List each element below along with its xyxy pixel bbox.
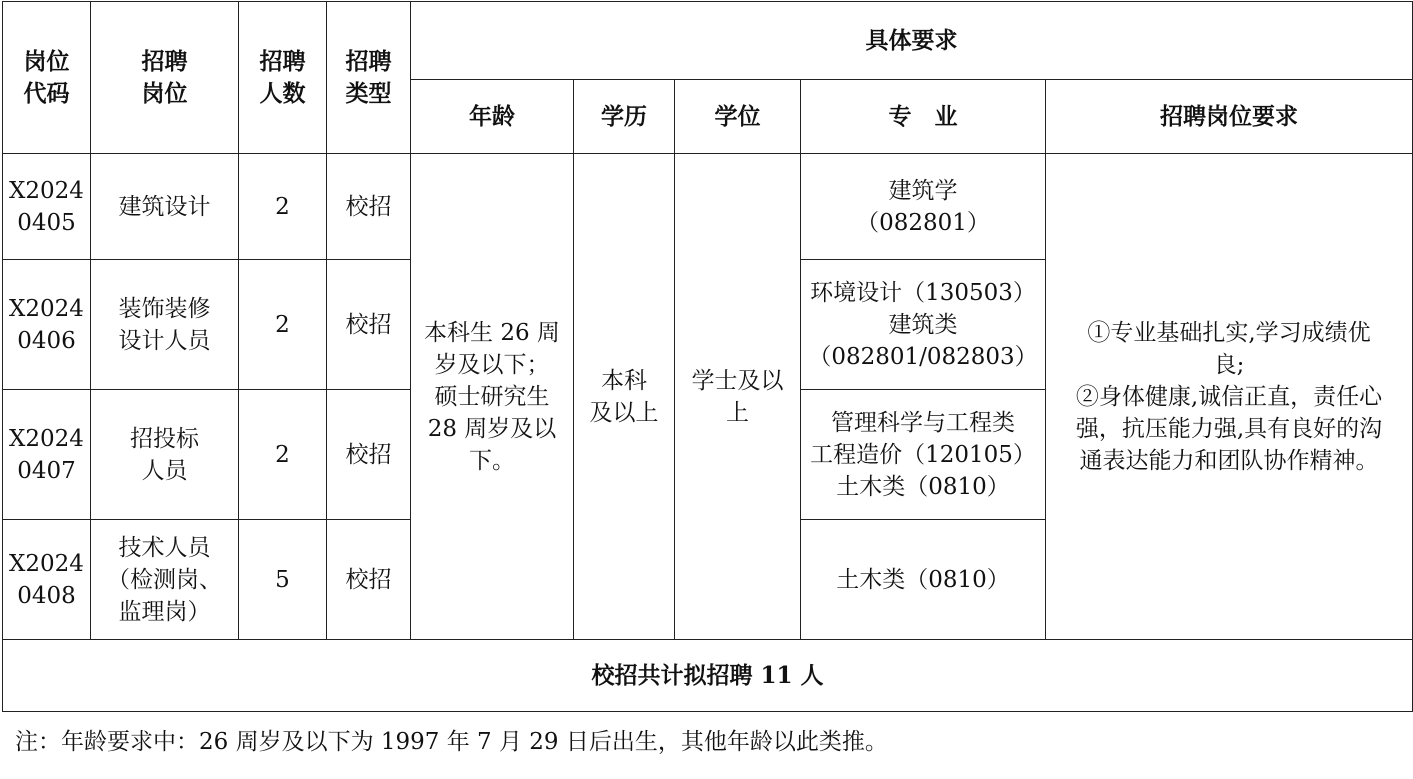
header-position: 招聘 岗位	[91, 2, 239, 154]
recruit-type: 校招	[327, 390, 411, 520]
recruit-count: 2	[239, 154, 327, 260]
footnote: 注：年龄要求中：26 周岁及以下为 1997 年 7 月 29 日后出生，其他年龄以此类推。	[15, 729, 888, 755]
header-requirements: 具体要求	[411, 2, 1413, 80]
major-requirement: 环境设计（130503） 建筑类 （082801/082803）	[801, 260, 1046, 390]
education-requirement: 本科 及以上	[574, 154, 675, 640]
position-name: 装饰装修 设计人员	[91, 260, 239, 390]
recruit-count: 5	[239, 520, 327, 640]
header-age: 年龄	[411, 80, 574, 154]
position-code: X2024 0406	[3, 260, 91, 390]
position-name: 建筑设计	[91, 154, 239, 260]
position-name: 技术人员 （检测岗、 监理岗）	[91, 520, 239, 640]
total-recruitment: 校招共计拟招聘 11 人	[3, 640, 1413, 712]
position-code: X2024 0405	[3, 154, 91, 260]
header-education: 学历	[574, 80, 675, 154]
header-major: 专 业	[801, 80, 1046, 154]
major-requirement: 管理科学与工程类 工程造价（120105） 土木类（0810）	[801, 390, 1046, 520]
recruit-type: 校招	[327, 154, 411, 260]
header-code: 岗位 代码	[3, 2, 91, 154]
position-name: 招投标 人员	[91, 390, 239, 520]
major-requirement: 土木类（0810）	[801, 520, 1046, 640]
header-position-requirements: 招聘岗位要求	[1046, 80, 1413, 154]
position-code: X2024 0407	[3, 390, 91, 520]
recruit-type: 校招	[327, 520, 411, 640]
header-degree: 学位	[675, 80, 801, 154]
recruitment-table	[2, 1, 1413, 712]
position-requirements: ①专业基础扎实,学习成绩优 良; ②身体健康,诚信正直，责任心 强，抗压能力强,具有良好的沟 通表达能力和团队协作精神。	[1046, 154, 1413, 640]
table-row	[3, 154, 1413, 260]
position-code: X2024 0408	[3, 520, 91, 640]
age-requirement: 本科生 26 周 岁及以下； 硕士研究生 28 周岁及以 下。	[411, 154, 574, 640]
major-requirement: 建筑学 （082801）	[801, 154, 1046, 260]
degree-requirement: 学士及以 上	[675, 154, 801, 640]
header-count: 招聘 人数	[239, 2, 327, 154]
header-type: 招聘 类型	[327, 2, 411, 154]
recruit-count: 2	[239, 260, 327, 390]
recruit-count: 2	[239, 390, 327, 520]
recruit-type: 校招	[327, 260, 411, 390]
